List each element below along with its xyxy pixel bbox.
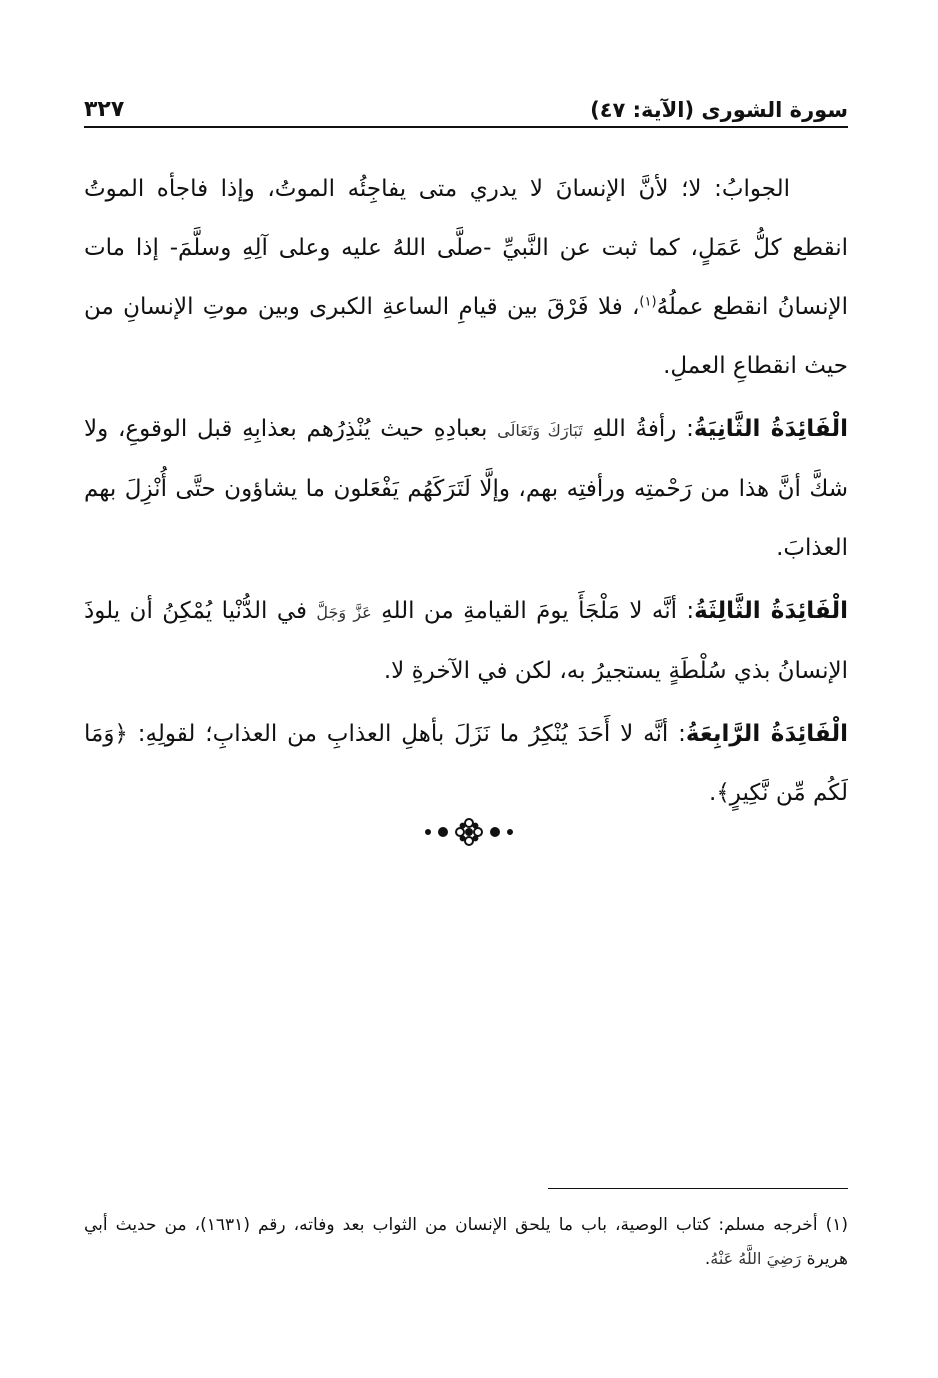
benefit-2-text-b: بعبادِهِ حيث يُنْذِرُهم بعذابِهِ قبل الوقوعِ، ولا شكَّ أنَّ هذا من رَحْمتِه ورأفتِه بهم، وإلَّا لَتَرَكَهُم يَفْعَلون ما يشاؤون حتَّى أُنْزِلَ بهم العذابَ. (84, 416, 848, 561)
benefit-3-text-b: في الدُّنْيا يُمْكِنُ أن يلوذَ الإنسانُ بذي سُلْطَةٍ يستجيرُ به، لكن في الآخرةِ لا. (84, 598, 848, 684)
benefit-4-end: . (709, 780, 717, 806)
paragraph-benefit-3 (84, 582, 848, 701)
honorific-radiya: رَضِيَ اللَّهُ عَنْهُ (710, 1249, 802, 1268)
footnotes (84, 1208, 848, 1276)
footnote-1-text: (١) أخرجه مسلم: كتاب الوصية، باب ما يلحق الإنسان من الثواب بعد وفاته، رقم (١٦٣١)، من حديث أبي هريرة (84, 1215, 848, 1269)
divider-dot-icon (490, 827, 500, 837)
section-divider (0, 812, 938, 852)
honorific-azza-wajall: عَزَّ وَجَلَّ (316, 603, 372, 622)
benefit-3-text-a: : أنَّه لا مَلْجَأَ يومَ القيامةِ من اللهِ (371, 598, 695, 624)
honorific-tabaraka: تَبَارَكَ وَتَعَالَى (497, 421, 583, 440)
footnote-reference[interactable]: (١) (639, 294, 657, 310)
page-number: ٣٢٧ (84, 97, 125, 122)
benefit-4-label: الْفَائِدَةُ الرَّابِعَةُ (685, 721, 848, 747)
paragraph-benefit-4 (84, 705, 848, 823)
footnote-1 (84, 1208, 848, 1276)
benefit-3-label: الْفَائِدَةُ الثَّالِثَةُ (694, 598, 848, 624)
running-head (84, 92, 848, 122)
benefit-2-text-a: : رأفةُ اللهِ (582, 416, 694, 442)
paragraph-benefit-2 (84, 400, 848, 578)
footnote-rule (548, 1188, 848, 1189)
quran-verse: ﴿وَمَا لَكُم مِّن نَّكِيرٍ﴾ (84, 721, 848, 806)
divider-dot-icon (425, 829, 431, 835)
benefit-2-label: الْفَائِدَةُ الثَّانِيَةُ (693, 416, 848, 442)
paragraph-answer-text: الجوابُ: لا؛ لأنَّ الإنسانَ لا يدري متى يفاجِئُه الموتُ، وإذا فاجأه الموتُ انقطع كلُّ عَمَلٍ، كما ثبت عن النَّبيِّ -صلَّى اللهُ عليه وعلى آلِهِ وسلَّمَ- إذا مات الإنسانُ انقطع عملُهُ (84, 176, 848, 320)
divider-dot-icon (507, 829, 513, 835)
benefit-4-text-a: : أنَّه لا أَحَدَ يُنْكِرُ ما نَزَلَ بأهلِ العذابِ من العذابِ؛ لقولِهِ: (127, 721, 686, 747)
paragraph-answer (84, 160, 848, 396)
running-title: سورة الشورى (الآية: ٤٧) (590, 98, 848, 122)
paragraph-answer-tail: ، فلا فَرْقَ بين قيامِ الساعةِ الكبرى وبين موتِ الإنسانِ من حيث انقطاعِ العملِ. (84, 294, 848, 379)
footnote-1-end: . (704, 1249, 711, 1269)
header-rule (84, 126, 848, 128)
body-text (84, 160, 848, 827)
ornament-flower-icon (455, 818, 483, 846)
divider-dot-icon (438, 827, 448, 837)
